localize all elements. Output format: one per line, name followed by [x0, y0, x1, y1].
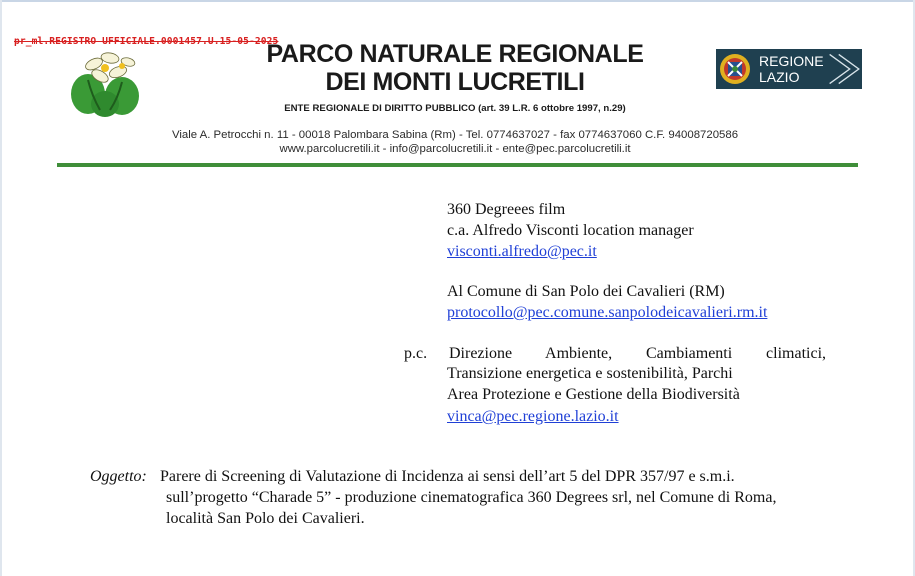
pc-label: p.c. — [404, 345, 428, 362]
pc-line1 — [449, 345, 826, 363]
recipient2-email-link[interactable]: protocollo@pec.comune.sanpolodeicavalieri.rm.it — [447, 304, 768, 321]
regione-chevron-icon — [826, 49, 862, 89]
recipient1-attn: c.a. Alfredo Visconti location manager — [447, 222, 694, 239]
pc-word: Ambiente, — [545, 345, 613, 362]
recipient1-name: 360 Degreees film — [447, 201, 566, 218]
registry-stamp: pr_ml.REGISTRO UFFICIALE.0001457.U.15-05-2025 — [14, 36, 279, 47]
header-title-line2: DEI MONTI LUCRETILI — [325, 68, 585, 96]
regione-emblem-icon — [716, 49, 754, 89]
header-subtitle: ENTE REGIONALE DI DIRITTO PUBBLICO (art. 39 L.R. 6 ottobre 1997, n.29) — [284, 103, 626, 114]
pc-word: Cambiamenti — [645, 345, 733, 362]
subject-line2: sull’progetto “Charade 5” - produzione cinematografica 360 Degrees srl, nel Comune di Roma, — [166, 489, 777, 506]
pc-email-link[interactable]: vinca@pec.regione.lazio.it — [447, 408, 619, 425]
viewer-top-border — [0, 0, 915, 2]
regione-line1: REGIONE — [759, 53, 824, 69]
pc-word: climatici, — [766, 345, 827, 362]
header-title-line1: PARCO NATURALE REGIONALE — [266, 40, 644, 68]
subject-line1: Parere di Screening di Valutazione di Incidenza ai sensi dell’art 5 del DPR 357/97 e s.m.i. — [160, 468, 735, 485]
viewer-left-border — [0, 0, 2, 576]
subject-label: Oggetto: — [90, 468, 147, 485]
regione-lazio-logo — [716, 49, 862, 89]
subject-line3: località San Polo dei Cavalieri. — [166, 510, 365, 527]
recipient1-email-link[interactable]: visconti.alfredo@pec.it — [447, 243, 597, 260]
regione-text — [759, 53, 824, 85]
address-line1: Viale A. Petrocchi n. 11 - 00018 Palombara Sabina (Rm) - Tel. 0774637027 - fax 0774637060 C.F. 94008720586 — [171, 129, 739, 141]
address-line2: www.parcolucretili.it - info@parcolucretili.it - ente@pec.parcolucretili.it — [279, 143, 631, 155]
pc-line2: Transizione energetica e sostenibilità, Parchi — [447, 365, 733, 382]
park-logo-icon — [70, 44, 142, 118]
header-divider — [57, 163, 858, 167]
regione-line2: LAZIO — [759, 69, 800, 85]
pc-word: Direzione — [449, 345, 513, 362]
pc-line3: Area Protezione e Gestione della Biodiversità — [447, 386, 740, 403]
recipient2-name: Al Comune di San Polo dei Cavalieri (RM) — [447, 283, 725, 300]
